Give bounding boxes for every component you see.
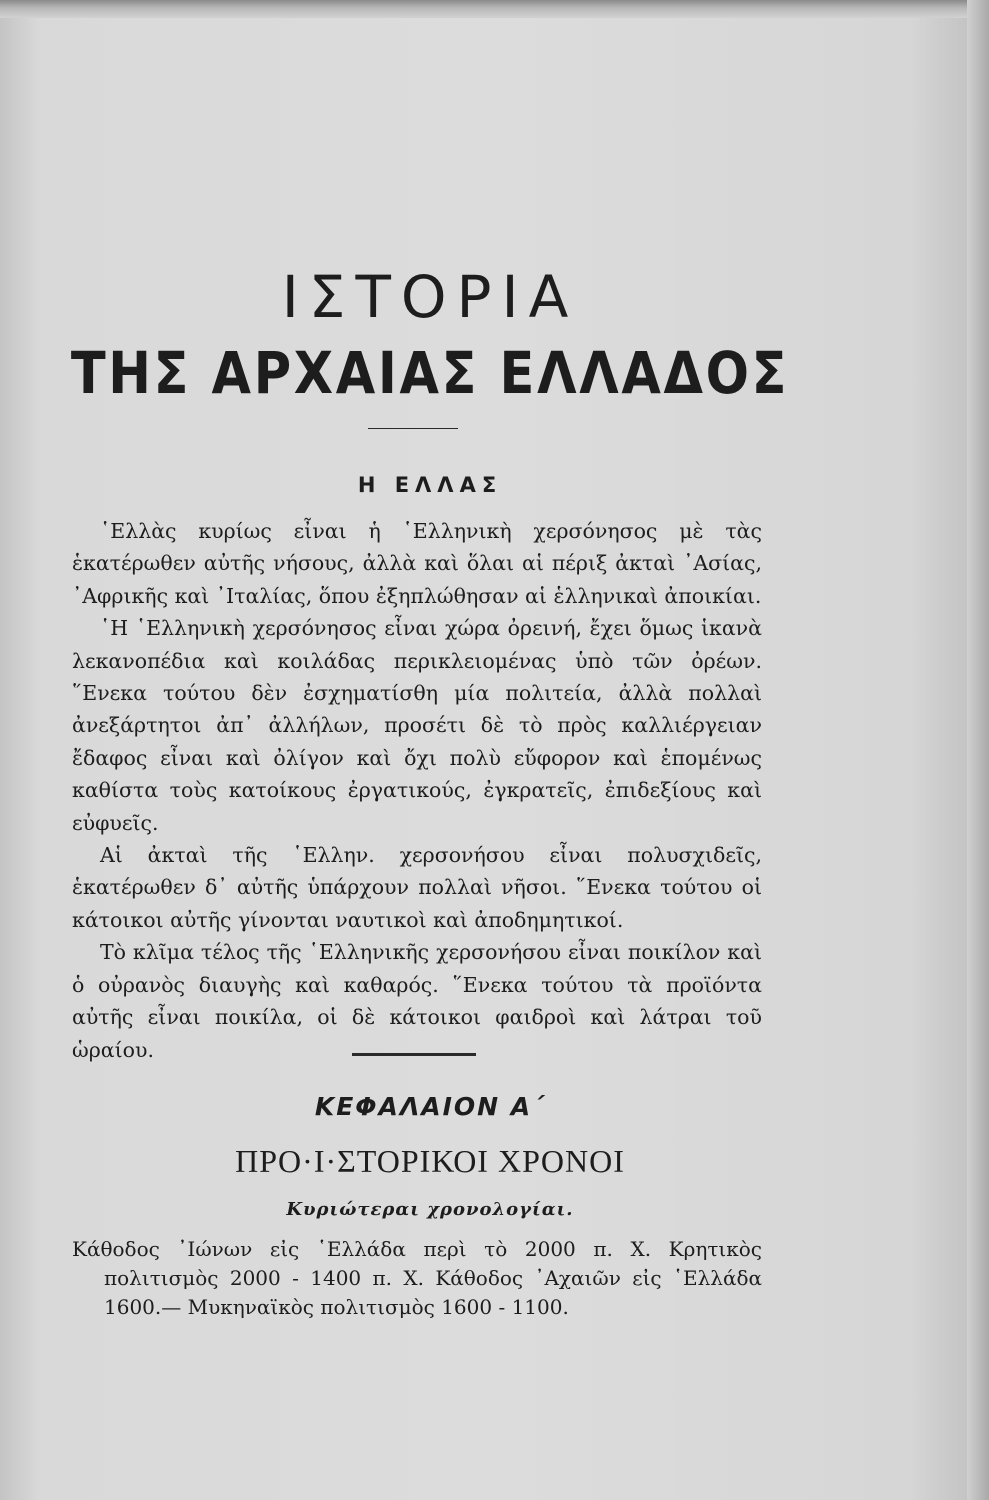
chronology-list	[72, 1235, 762, 1322]
page-top-edge	[0, 0, 989, 18]
title-line-1: ΙΣΤΟΡΙΑ	[281, 263, 579, 331]
title-line-2: ΤΗΣ ΑΡΧΑΙΑΣ ΕΛΛΑΔΟΣ	[70, 339, 790, 407]
page-right-edge	[967, 0, 989, 1500]
chapter-subtitle: Κυριώτεραι χρονολογίαι.	[286, 1199, 574, 1220]
paragraph-4: Τὸ κλῖμα τέλος τῆς ῾Ελληνικῆς χερσονήσου εἶναι ποικίλον καὶ ὁ οὐρανὸς διαυγὴς καὶ καθαρός. ῞Ενεκα τούτου τὰ προϊόντα αὐτῆς εἶναι ποικίλα, οἱ δὲ κάτοικοι φαιδροὶ καὶ λάτραι τοῦ ὡραίου.	[72, 940, 762, 1062]
body-text	[72, 515, 762, 1066]
title-divider	[368, 428, 458, 429]
section-heading: Η ΕΛΛΑΣ	[357, 473, 503, 497]
paragraph-1: ῾Ελλὰς κυρίως εἶναι ἡ ῾Ελληνικὴ χερσόνησος μὲ τὰς ἑκατέρωθεν αὐτῆς νήσους, ἀλλὰ καὶ ὅλαι αἱ πέριξ ἀκταὶ ᾿Ασίας, ᾿Αφρικῆς καὶ ᾿Ιταλίας, ὅπου ἐξηπλώθησαν αἱ ἑλληνικαὶ ἀποικίαι.	[72, 519, 762, 608]
chapter-label: ΚΕΦΑΛΑΙΟΝ Α΄	[314, 1092, 546, 1121]
chapter-title: ΠΡΟ·Ι·ΣΤΟΡΙΚΟΙ ΧΡΟΝΟΙ	[235, 1143, 625, 1179]
chapter-divider	[352, 1053, 476, 1056]
chronology-entry: Κάθοδος ᾿Ιώνων εἰς ῾Ελλάδα περὶ τὸ 2000 π. Χ. Κρητικὸς πολιτισμὸς 2000 - 1400 π. Χ. Κάθοδος ᾿Αχαιῶν εἰς ῾Ελλάδα 1600.— Μυκηναϊκὸς πολιτισμὸς 1600 - 1100.	[72, 1237, 762, 1319]
paragraph-3: Αἱ ἀκταὶ τῆς ῾Ελλην. χερσονήσου εἶναι πολυσχιδεῖς, ἑκατέρωθεν δ᾿ αὐτῆς ὑπάρχουν πολλαὶ νῆσοι. ῞Ενεκα τούτου οἱ κάτοικοι αὐτῆς γίνονται ναυτικοὶ καὶ ἀποδημητικοί.	[72, 843, 762, 932]
paragraph-2: ῾Η ῾Ελληνικὴ χερσόνησος εἶναι χώρα ὀρεινή, ἔχει ὅμως ἱκανὰ λεκανοπέδια καὶ κοιλάδας περικλειομένας ὑπὸ τῶν ὀρέων. ῞Ενεκα τούτου δὲν ἐσχηματίσθη μία πολιτεία, ἀλλὰ πολλαὶ ἀνεξάρτητοι ἀπ᾿ ἀλλήλων, προσέτι δὲ τὸ πρὸς καλλιέργειαν ἔδαφος εἶναι καὶ ὀλίγον καὶ ὄχι πολὺ εὔφορον καὶ ἑπομένως καθίστα τοὺς κατοίκους ἐργατικούς, ἐγκρατεῖς, ἐπιδεξίους καὶ εὐφυεῖς.	[72, 616, 762, 835]
